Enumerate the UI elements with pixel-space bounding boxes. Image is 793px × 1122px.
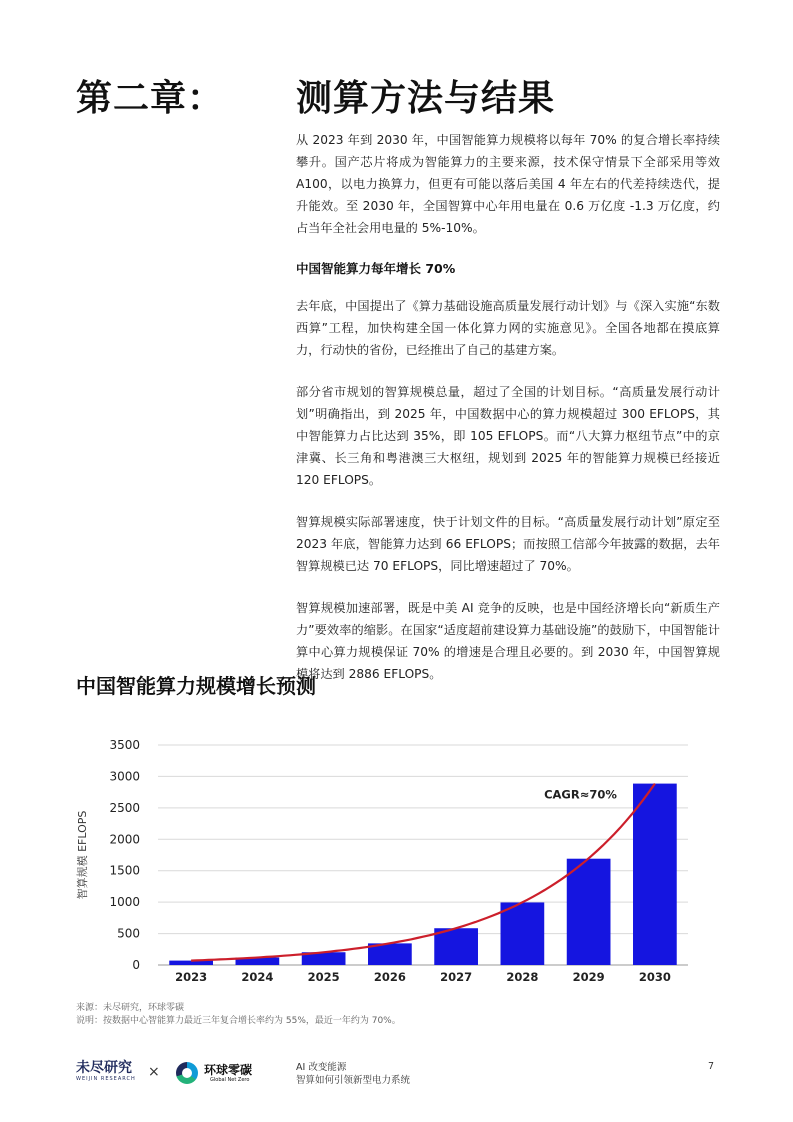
y-tick-label: 500 (117, 926, 140, 941)
cagr-annotation: CAGR≈70% (544, 787, 617, 802)
y-tick-label: 1000 (109, 895, 140, 910)
weijin-research-logo (76, 1060, 138, 1088)
global-net-zero-logo (176, 1060, 276, 1088)
logo-separator: × (148, 1064, 160, 1080)
y-tick-label: 2500 (109, 800, 140, 815)
gnz-logo-text: 环球零碳 (204, 1063, 253, 1077)
paragraph-1: 去年底，中国提出了《算力基础设施高质量发展行动计划》与《深入实施“东数西算”工程，加快构建全国一体化算力网的实施意见》。全国各地都在摸底算力，行动快的省份，已经推出了自己的基建方案。 (296, 299, 720, 357)
chart-title: 中国智能算力规模增长预测 (76, 674, 316, 698)
y-tick-label: 3500 (109, 738, 140, 752)
x-tick-label: 2028 (506, 970, 539, 984)
explanation-note: 说明：按数据中心智能算力最近三年复合增长率约为 55%，最近一年约为 70%。 (76, 1016, 401, 1026)
x-tick-label: 2027 (440, 970, 473, 984)
y-tick-label: 2000 (109, 832, 140, 847)
paragraph-2: 部分省市规划的智算规模总量，超过了全国的计划目标。“高质量发展行动计划”明确指出，到 2025 年，中国数据中心的算力规模超过 300 EFLOPS，其中智能算力占比达到 35%，即 105 EFLOPS。而“八大算力枢纽节点”中的京津冀、长三角和粤港澳三大枢纽，规划到 2025 年的智能算力规模已经接近 120 EFLOPS。 (296, 385, 720, 487)
x-tick-label: 2023 (175, 970, 208, 984)
weijin-logo-text: 未尽研究 (76, 1060, 132, 1076)
globe-icon (176, 1062, 198, 1084)
bar-chart (70, 730, 720, 990)
y-tick-label: 3000 (109, 769, 140, 784)
x-tick-label: 2029 (572, 970, 605, 984)
bar (567, 859, 611, 965)
y-tick-label: 0 (132, 958, 140, 972)
report-title-line1: AI 改变能源 (296, 1062, 347, 1073)
body-column (296, 129, 720, 705)
x-tick-label: 2026 (373, 970, 406, 984)
report-title (296, 1061, 410, 1087)
x-tick-label: 2024 (241, 970, 274, 984)
paragraph-4: 智算规模加速部署，既是中美 AI 竞争的反映，也是中国经济增长向“新质生产力”要效率的缩影。在国家“适度超前建设算力基础设施”的鼓励下，中国智能计算中心算力规模保证 70% 的增速是合理且必要的。到 2030 年，中国智算规模将达到 2886 EFLOPS。 (296, 601, 720, 681)
y-tick-label: 1500 (109, 863, 140, 878)
page-number: 7 (708, 1061, 715, 1072)
intro-paragraph: 从 2023 年到 2030 年，中国智能算力规模将以每年 70% 的复合增长率持续攀升。国产芯片将成为智能算力的主要来源，技术保守情景下全部采用等效 A100，以电力换算力，但更有可能以落后美国 4 年左右的代差持续迭代，提升能效。至 2030 年，全国智算中心年用电量在 0.6 万亿度 -1.3 万亿度，约占当年全社会用电量的 5%-10%。 (296, 133, 720, 235)
x-tick-label: 2025 (307, 970, 340, 984)
bar (501, 902, 545, 965)
section-subheading: 中国智能算力每年增长 70% (296, 261, 456, 276)
y-axis-label: 智算规模 EFLOPS (76, 810, 89, 900)
gnz-logo-subtext: Global Net Zero (210, 1077, 250, 1083)
chapter-title: 测算方法与结果 (296, 78, 556, 119)
notes (76, 1002, 401, 1028)
source-note: 来源：未尽研究，环球零碳 (76, 1003, 185, 1013)
weijin-logo-subtext: WEIJIN RESEARCH (76, 1076, 136, 1082)
bar (633, 784, 677, 965)
paragraph-3: 智算规模实际部署速度，快于计划文件的目标。“高质量发展行动计划”原定至 2023 年底，智能算力达到 66 EFLOPS；而按照工信部今年披露的数据，去年智算规模已达 70 EFLOPS，同比增速超过了 70%。 (296, 515, 720, 573)
report-title-line2: 智算如何引领新型电力系统 (296, 1075, 411, 1086)
x-tick-label: 2030 (638, 970, 671, 984)
bar (434, 928, 478, 965)
chapter-label: 第二章： (76, 78, 225, 119)
